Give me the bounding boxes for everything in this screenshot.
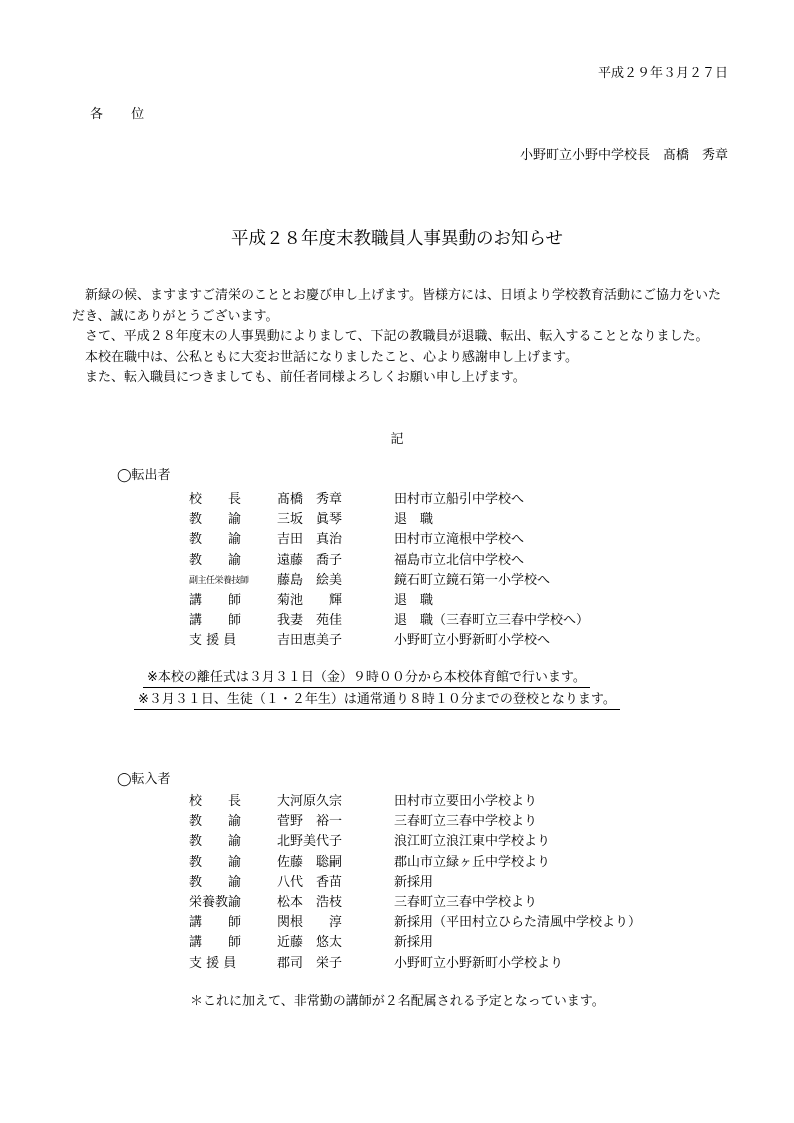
addressee: 各 位 xyxy=(90,107,157,122)
staff-name: 藤島 絵美 xyxy=(277,572,343,588)
staff-name: 近藤 悠太 xyxy=(277,935,343,951)
staff-destination: 浪江町立浪江東中学校より xyxy=(394,834,551,850)
staff-destination: 三春町立三春中学校より xyxy=(394,814,538,830)
staff-position: 講 師 xyxy=(189,613,242,629)
farewell-ceremony-notice: ※本校の離任式は３月３１日（金）９時００分から本校体育館で行います。 xyxy=(143,666,590,688)
staff-name: 我妻 苑佳 xyxy=(277,613,343,629)
body-paragraph: 本校在職中は、公私ともに大変お世話になりましたこと、心より感謝申し上げます。 xyxy=(85,349,578,365)
body-paragraph: 新緑の候、ますますご清栄のこととお慶び申し上げます。皆様方には、日頃より学校教育活動にご協力をいただき、誠にありがとうございます。 xyxy=(72,288,721,324)
staff-position: 校 長 xyxy=(189,492,242,507)
staff-destination: 小野町立小野新町小学校へ xyxy=(394,633,551,649)
footnote: ＊これに加えて、非常勤の講師が２名配属される予定となっています。 xyxy=(190,994,605,1009)
staff-position: 副主任栄養技師 xyxy=(189,575,249,586)
staff-name: 吉田恵美子 xyxy=(277,633,343,649)
body-text xyxy=(72,286,732,389)
staff-destination: 新採用 xyxy=(394,935,434,951)
document-title: 平成２８年度末教職員人事異動のお知らせ xyxy=(231,229,563,249)
staff-name: 三坂 眞琴 xyxy=(277,512,343,528)
staff-position: 教 諭 xyxy=(189,532,242,548)
staff-destination: 郡山市立緑ヶ丘中学校より xyxy=(394,854,551,870)
staff-destination: 田村市立滝根中学校へ xyxy=(394,532,525,548)
staff-position: 教 諭 xyxy=(189,512,242,528)
staff-name: 北野美代子 xyxy=(277,834,343,850)
staff-position: 教 諭 xyxy=(189,874,242,890)
staff-name: 大河原久宗 xyxy=(277,794,343,809)
staff-name: 髙橋 秀章 xyxy=(277,492,343,507)
staff-name: 菅野 裕一 xyxy=(277,814,343,830)
staff-name: 菊池 輝 xyxy=(277,593,343,608)
staff-position: 講 師 xyxy=(189,935,242,951)
staff-destination: 退 職 xyxy=(394,512,434,528)
staff-position: 教 諭 xyxy=(189,552,242,568)
staff-position: 教 諭 xyxy=(189,854,242,870)
document-date: 平成２９年３月２７日 xyxy=(597,66,728,81)
staff-row xyxy=(189,569,551,589)
staff-destination: 新採用 xyxy=(394,874,434,890)
sender-line: 小野町立小野中学校長 髙橋 秀章 xyxy=(519,148,728,163)
staff-destination: 田村市立船引中学校へ xyxy=(394,492,525,507)
staff-destination: 田村市立要田小学校より xyxy=(394,794,538,809)
staff-position: 栄養教諭 xyxy=(189,895,242,910)
ki-marker: 記 xyxy=(390,432,404,447)
staff-position: 支 援 員 xyxy=(189,955,237,971)
staff-position: 講 師 xyxy=(189,593,242,608)
staff-name: 吉田 真治 xyxy=(277,532,343,548)
body-paragraph: また、転入職員につきましても、前任者同様よろしくお願い申し上げます。 xyxy=(85,370,526,385)
staff-destination: 三春町立三春中学校より xyxy=(394,895,538,910)
staff-name: 八代 香苗 xyxy=(277,874,343,890)
staff-destination: 小野町立小野新町小学校より xyxy=(394,955,564,971)
staff-name: 遠藤 喬子 xyxy=(277,552,343,568)
staff-position: 校 長 xyxy=(189,794,242,809)
staff-destination: 新採用（平田村立ひらた清風中学校より） xyxy=(394,915,642,931)
staff-name: 関根 淳 xyxy=(277,915,343,931)
staff-position: 教 諭 xyxy=(189,814,242,830)
staff-name: 郡司 栄子 xyxy=(277,955,343,971)
outgoing-heading: ◯転出者 xyxy=(117,468,171,483)
incoming-heading: ◯転入者 xyxy=(117,772,171,787)
staff-name: 佐藤 聡嗣 xyxy=(277,854,343,870)
body-paragraph: さて、平成２８年度末の人事異動によりまして、下記の教職員が退職、転出、転入することとなりました。 xyxy=(85,329,709,344)
staff-position: 教 諭 xyxy=(189,834,242,850)
staff-position: 支 援 員 xyxy=(189,633,237,649)
staff-destination: 退 職（三春町立三春中学校へ） xyxy=(394,613,590,629)
staff-destination: 退 職 xyxy=(394,593,434,608)
staff-name: 松本 浩枝 xyxy=(277,895,343,910)
attendance-notice: ※３月３１日、生徒（１・２年生）は通常通り８時１０分までの登校となります。 xyxy=(134,688,620,710)
staff-position: 講 師 xyxy=(189,915,242,931)
staff-destination: 福島市立北信中学校へ xyxy=(394,552,525,568)
staff-destination: 鏡石町立鏡石第一小学校へ xyxy=(394,572,551,588)
